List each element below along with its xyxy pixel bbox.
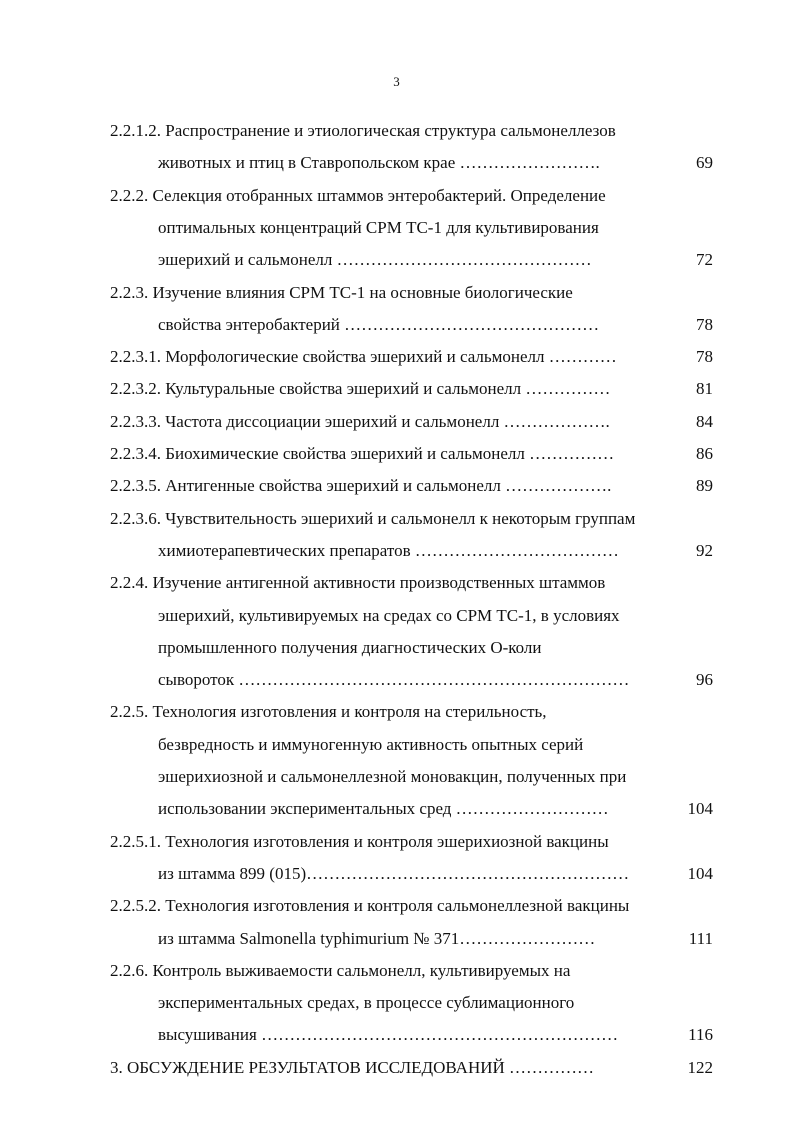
toc-entry-title: 3. ОБСУЖДЕНИЕ РЕЗУЛЬТАТОВ ИССЛЕДОВАНИЙ …………… [110,1057,595,1077]
toc-entry-continuation: сывороток …………………………………………………………… [158,670,630,690]
toc-entry-continuation: оптимальных концентраций СРМ ТС-1 для культивирования [158,217,599,237]
toc-entry-title: 2.2.1.2. Распространение и этиологическая структура сальмонеллезов [110,121,616,140]
page-number: 3 [393,74,400,89]
toc-entry-title: 2.2.5.1. Технология изготовления и контроля эшерихиозной вакцины [110,831,609,851]
toc-page-number: 104 [687,863,713,883]
toc-page-number: 89 [696,476,713,496]
toc-entry-title: 2.2.5.2. Технология изготовления и контроля сальмонеллезной вакцины [110,896,630,916]
toc-entry-continuation: животных и птиц в Ставропольском крае ……………………. [158,153,600,173]
toc-page-number: 122 [687,1057,713,1077]
toc-page-number: 96 [696,670,713,690]
toc-entry-title: 2.2.3.3. Частота диссоциации эшерихий и сальмонелл ………………. [110,411,610,431]
toc-entry-continuation: эшерихий и сальмонелл ……………………………………… [158,250,592,270]
toc-entry-continuation: из штамма 899 (015)………………………………………………… [158,863,630,883]
toc-entry-title: 2.2.3.5. Антигенные свойства эшерихий и сальмонелл ………………. [110,476,612,496]
toc-entry-title: 2.2.4. Изучение антигенной активности производственных штаммов [110,573,606,593]
toc-entry-title: 2.2.2. Селекция отобранных штаммов энтеробактерий. Определение [110,185,606,205]
toc-entry-title: 2.2.3.6. Чувствительность эшерихий и сальмонелл к некоторым группам [110,508,636,528]
toc-entry-title: 2.2.3.4. Биохимические свойства эшерихий и сальмонелл …………… [110,444,615,463]
toc-page-number: 92 [696,540,713,560]
toc-page-number: 84 [696,411,713,431]
toc-entry-continuation: из штамма Salmonella typhimurium № 371…………………… [158,928,596,948]
toc-page-number: 111 [688,928,713,948]
toc-page-number: 78 [696,314,713,334]
toc-entry-title: 2.2.3.2. Культуральные свойства эшерихий и сальмонелл …………… [110,379,611,399]
toc-entry-continuation: высушивания ……………………………………………………… [158,1025,619,1045]
toc-page-number: 78 [696,347,713,367]
toc-page-number: 69 [696,153,713,173]
toc-page-number: 72 [696,250,713,270]
toc-entry-continuation: эшерихиозной и сальмонеллезной моновакцин, полученных при [158,767,627,786]
toc-entry-continuation: использовании экспериментальных сред ……………………… [158,799,609,819]
toc-page-number: 104 [687,799,713,819]
toc-entry-title: 2.2.5. Технология изготовления и контроля на стерильность, [110,702,547,722]
toc-entry-continuation: химиотерапевтических препаратов ……………………………… [158,540,619,560]
toc-entry-title: 2.2.3. Изучение влияния СРМ ТС-1 на основные биологические [110,282,573,302]
toc-page-number: 116 [688,1025,713,1045]
toc-page-number: 81 [696,379,713,399]
toc-entry-continuation: безвредность и иммуногенную активность опытных серий [158,734,584,754]
toc-entry-title: 2.2.6. Контроль выживаемости сальмонелл, культивируемых на [110,960,571,980]
toc-page-number: 86 [696,444,713,463]
toc-entry-continuation: свойства энтеробактерий ……………………………………… [158,314,600,334]
toc-entry-continuation: экспериментальных средах, в процессе сублимационного [158,993,575,1013]
toc-entry-continuation: эшерихий, культивируемых на средах со СРМ ТС-1, в условиях [158,605,620,625]
toc-entry-continuation: промышленного получения диагностических О-коли [158,637,542,657]
toc-entry-title: 2.2.3.1. Морфологические свойства эшерихий и сальмонелл ………… [110,347,617,367]
